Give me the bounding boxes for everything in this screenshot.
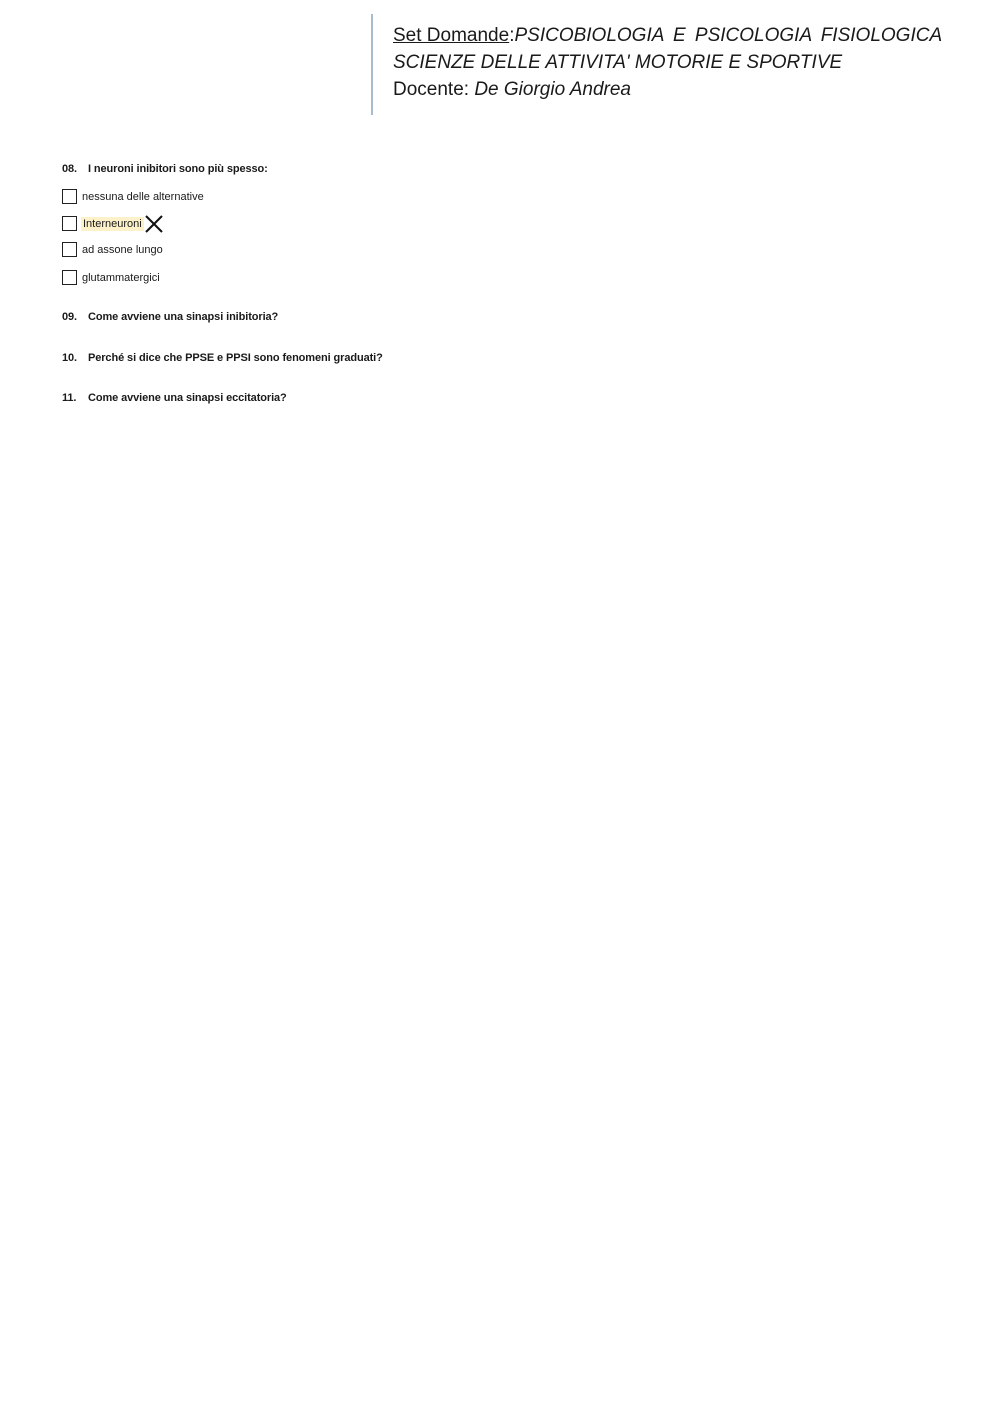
teacher-label: Docente: xyxy=(393,79,470,100)
question-number: 10. xyxy=(62,352,77,364)
question-number: 11. xyxy=(62,392,77,404)
option-label-highlighted: Interneuroni xyxy=(83,217,142,230)
set-colon: : xyxy=(509,25,515,46)
course-title: PSICOBIOLOGIA E PSICOLOGIA FISIOLOGICA xyxy=(514,25,943,46)
question-number: 09. xyxy=(62,311,77,323)
header-course-line xyxy=(393,22,943,49)
checkbox[interactable] xyxy=(62,216,77,231)
question-08 xyxy=(62,163,268,175)
checkbox[interactable] xyxy=(62,242,77,257)
option-nessuna[interactable] xyxy=(62,189,205,204)
option-label: nessuna delle alternative xyxy=(82,190,204,203)
checkbox[interactable] xyxy=(62,189,77,204)
checkbox[interactable] xyxy=(62,270,77,285)
set-label: Set Domande xyxy=(393,25,510,46)
header-divider xyxy=(371,14,373,115)
question-text: I neuroni inibitori sono più spesso: xyxy=(88,163,268,175)
document-header xyxy=(393,22,943,103)
question-text: Come avviene una sinapsi inibitoria? xyxy=(88,311,279,323)
set-label-group xyxy=(393,22,514,49)
option-ad-assone-lungo[interactable] xyxy=(62,242,164,257)
x-mark-icon xyxy=(144,214,164,234)
question-10 xyxy=(62,352,383,364)
teacher-name: De Giorgio Andrea xyxy=(474,79,631,100)
question-text: Come avviene una sinapsi eccitatoria? xyxy=(88,392,287,404)
question-number: 08. xyxy=(62,163,77,175)
option-label: glutammatergici xyxy=(82,271,160,284)
option-interneuroni[interactable] xyxy=(62,216,164,231)
question-09 xyxy=(62,311,278,323)
question-text: Perché si dice che PPSE e PPSI sono fenomeni graduati? xyxy=(88,352,383,364)
option-label: ad assone lungo xyxy=(82,243,163,256)
degree-name: SCIENZE DELLE ATTIVITA' MOTORIE E SPORTIVE xyxy=(393,52,843,73)
option-glutammatergici[interactable] xyxy=(62,270,161,285)
question-11 xyxy=(62,392,287,404)
header-teacher-line xyxy=(393,76,933,103)
